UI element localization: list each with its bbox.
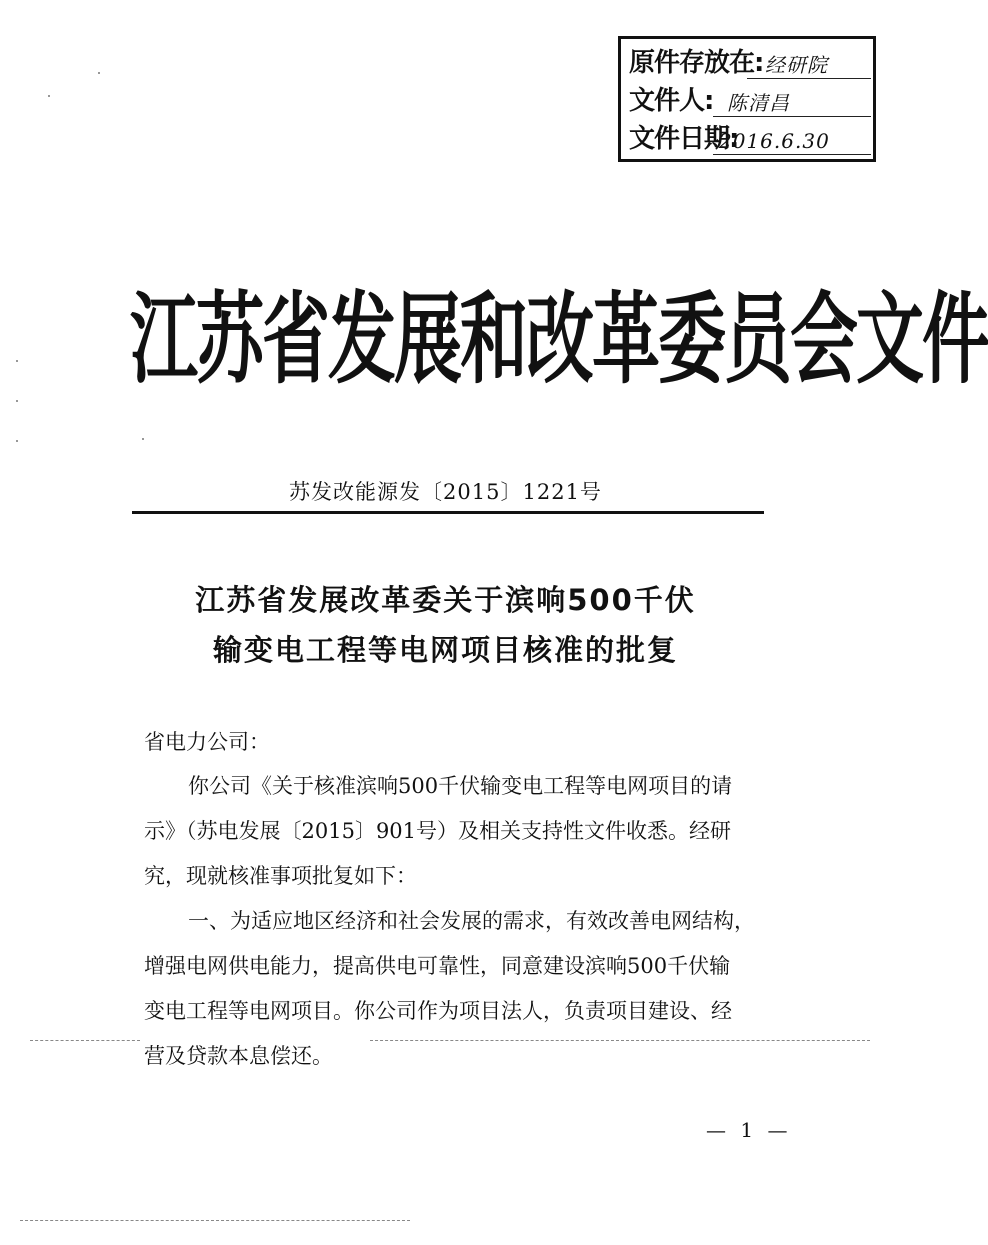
stamp-underline: [713, 116, 871, 117]
scan-artifact-line: [20, 1220, 410, 1221]
scan-artifact-dot: [142, 438, 144, 440]
scan-artifact-line: [30, 1040, 140, 1041]
scan-artifact-dot: [48, 95, 50, 97]
stamp-label-person: 文件人:: [629, 86, 714, 116]
issuer-heading: 江苏省发展和改革委员会文件: [130, 283, 988, 399]
stamp-value-location: 经研院: [765, 53, 828, 77]
page-number: — 1 —: [706, 1118, 792, 1142]
stamp-label-location: 原件存放在:: [629, 48, 764, 78]
body-line: 增强电网供电能力，提高供电可靠性，同意建设滨响500千伏输: [144, 954, 731, 978]
body-line: 示》（苏电发展〔2015〕901号）及相关支持性文件收悉。经研: [144, 819, 732, 843]
body-line: 一、为适应地区经济和社会发展的需求，有效改善电网结构，: [188, 909, 755, 933]
stamp-value-date: 2016.6.30: [719, 129, 830, 153]
filing-stamp: [618, 36, 876, 162]
stamp-underline: [713, 154, 871, 155]
scan-artifact-dot: [16, 400, 18, 402]
stamp-row-location: [629, 45, 871, 81]
body-line: 营及贷款本息偿还。: [144, 1044, 333, 1068]
stamp-label-date: 文件日期:: [629, 124, 739, 154]
document-number: 苏发改能源发〔2015〕1221号: [289, 480, 602, 504]
document-title-line-1: 江苏省发展改革委关于滨响500千伏: [195, 583, 696, 617]
stamp-row-person: [629, 83, 871, 119]
scan-artifact-dot: [16, 440, 18, 442]
body-line: 你公司《关于核准滨响500千伏输变电工程等电网项目的请: [188, 774, 733, 798]
scan-artifact-dot: [98, 72, 100, 74]
stamp-value-person: 陈清昌: [727, 91, 790, 115]
salutation: 省电力公司：: [144, 730, 270, 754]
body-line: 究，现就核准事项批复如下：: [144, 864, 417, 888]
document-title-line-2: 输变电工程等电网项目核准的批复: [212, 633, 678, 667]
stamp-row-date: [629, 121, 871, 157]
body-line: 变电工程等电网项目。你公司作为项目法人，负责项目建设、经: [144, 999, 732, 1023]
scan-artifact-line: [370, 1040, 870, 1041]
header-divider: [132, 511, 764, 514]
scan-artifact-dot: [16, 360, 18, 362]
stamp-underline: [747, 78, 871, 79]
